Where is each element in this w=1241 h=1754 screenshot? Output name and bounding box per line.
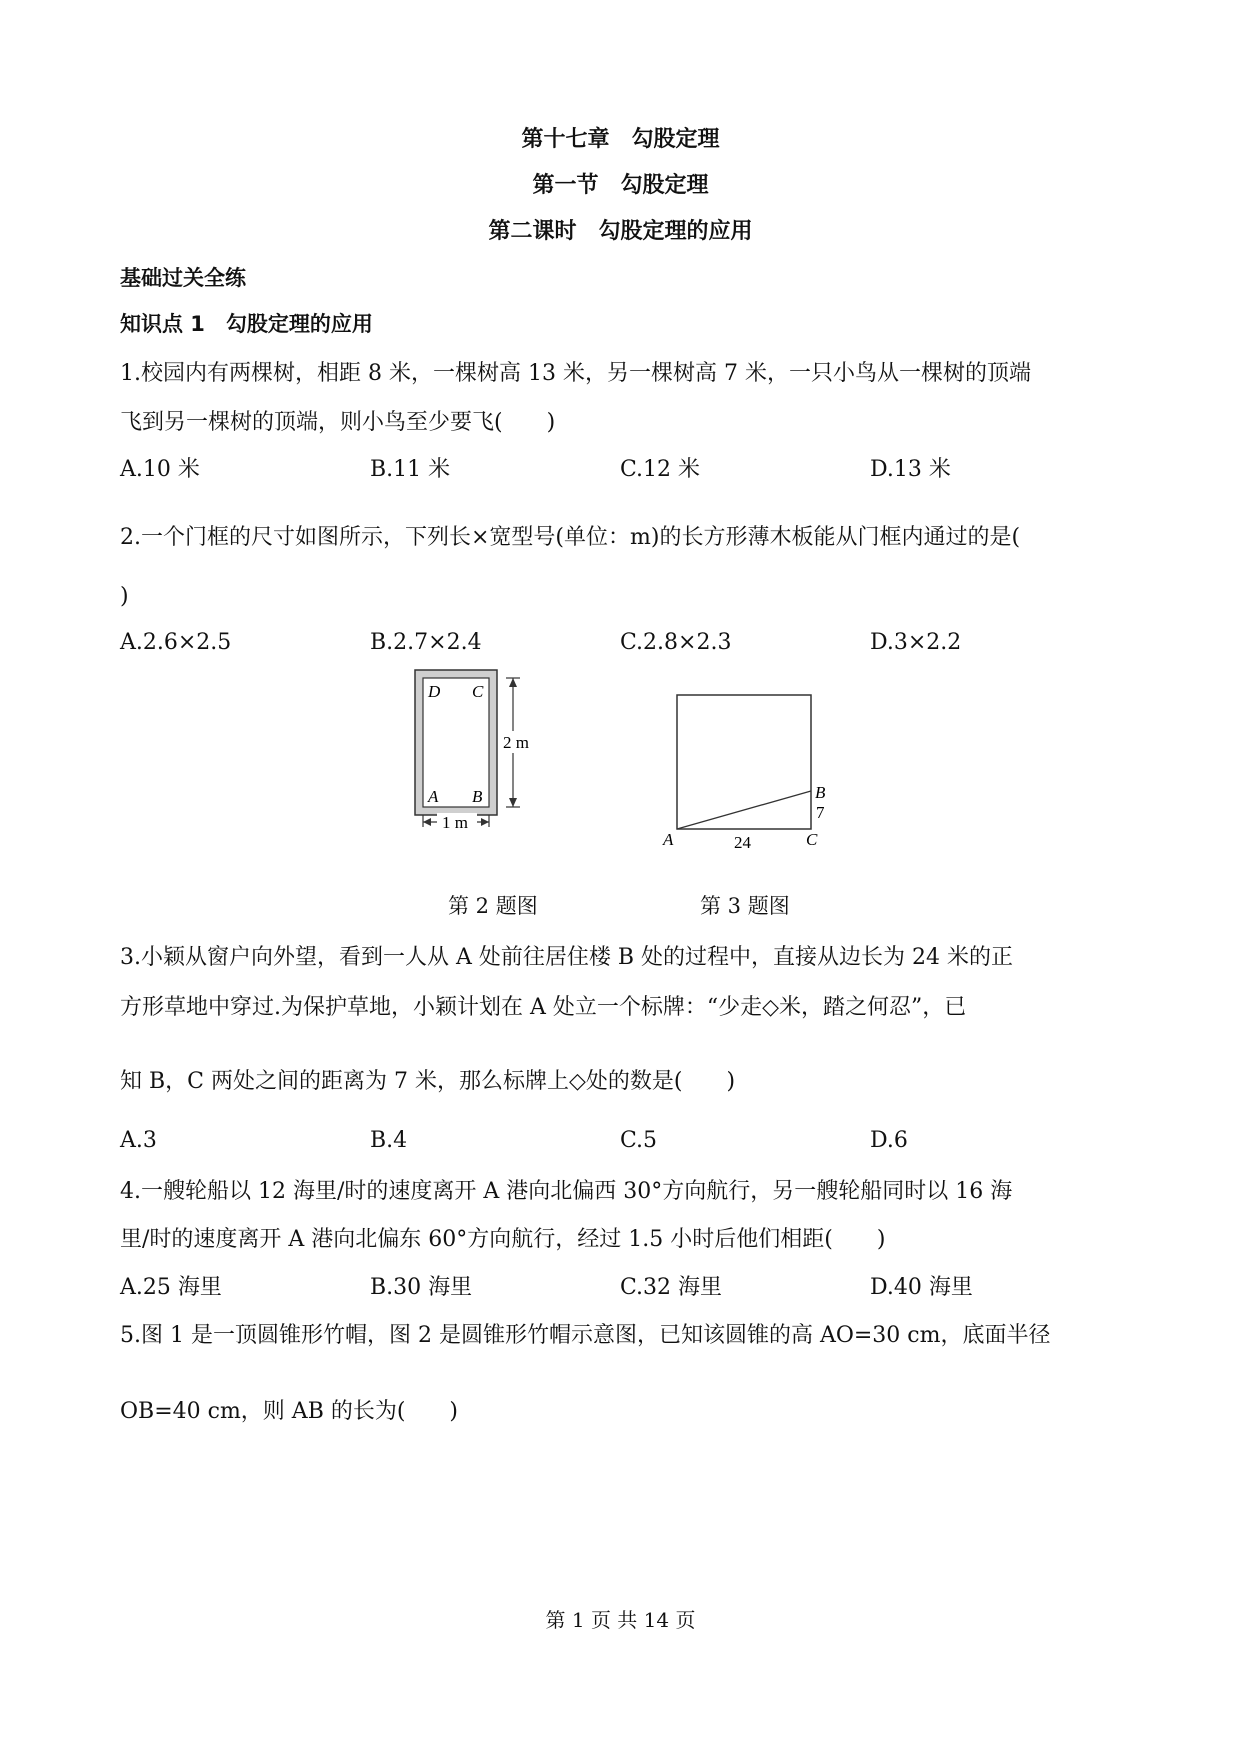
q5-line-2: OB=40 cm，则 AB 的长为( ) [120, 1399, 459, 1424]
lawn-label-a: A [663, 830, 674, 849]
lawn-label-b: B [815, 783, 826, 802]
fig2-caption: 第 2 题图 [448, 894, 538, 918]
width-arrow-left [423, 818, 431, 826]
q1-option-b: B.11 米 [370, 457, 451, 482]
q2-option-c: C.2.8×2.3 [620, 630, 732, 655]
q4-line-1: 4.一艘轮船以 12 海里/时的速度离开 A 港向北偏西 30°方向航行，另一艘轮船同时以 16 海 [120, 1179, 1013, 1204]
q3-option-b: B.4 [370, 1128, 408, 1153]
q2-option-b: B.2.7×2.4 [370, 630, 482, 655]
q2-line-2: ) [120, 584, 129, 609]
door-label-a: A [428, 787, 439, 806]
q5-line-1: 5.图 1 是一顶圆锥形竹帽，图 2 是圆锥形竹帽示意图，已知该圆锥的高 AO=30 cm，底面半径 [120, 1323, 1051, 1348]
q3-line-1: 3.小颖从窗户向外望，看到一人从 A 处前往居住楼 B 处的过程中，直接从边长为 24 米的正 [120, 945, 1014, 970]
knowledge-point-heading: 知识点 1 勾股定理的应用 [120, 312, 373, 336]
q1-option-d: D.13 米 [870, 457, 951, 482]
lawn-label-c: C [806, 830, 818, 849]
height-label: 2 m [503, 733, 529, 752]
q3-option-d: D.6 [870, 1128, 908, 1153]
q1-line-1: 1.校园内有两棵树，相距 8 米，一棵树高 13 米，另一棵树高 7 米，一只小鸟从一棵树的顶端 [120, 361, 1031, 386]
q1-option-a: A.10 米 [120, 457, 200, 482]
q3-line-2: 方形草地中穿过.为保护草地，小颖计划在 A 处立一个标牌：“少走◇米，踏之何忍”，已 [120, 995, 967, 1020]
q4-option-b: B.30 海里 [370, 1275, 473, 1300]
q2-line-1: 2.一个门框的尺寸如图所示，下列长×宽型号(单位：m)的长方形薄木板能从门框内通过的是( [120, 525, 1021, 550]
door-label-d: D [428, 682, 441, 701]
door-label-c: C [472, 682, 484, 701]
q4-option-d: D.40 海里 [870, 1275, 973, 1300]
diagonal-path-ab [677, 791, 811, 829]
lawn-label-bc: 7 [816, 803, 825, 822]
width-label: 1 m [442, 813, 468, 832]
page-footer: 第 1 页 共 14 页 [545, 1608, 696, 1632]
practice-heading: 基础过关全练 [120, 266, 246, 290]
q3-option-a: A.3 [120, 1128, 157, 1153]
q2-option-a: A.2.6×2.5 [120, 630, 232, 655]
square-lawn [677, 695, 811, 829]
q3-line-3: 知 B，C 两处之间的距离为 7 米，那么标牌上◇处的数是( ) [120, 1069, 736, 1094]
height-arrow-down [509, 798, 517, 807]
q4-line-2: 里/时的速度离开 A 港向北偏东 60°方向航行，经过 1.5 小时后他们相距( ) [120, 1227, 886, 1252]
q1-line-2: 飞到另一棵树的顶端，则小鸟至少要飞( ) [120, 410, 556, 435]
lesson-title: 第二课时 勾股定理的应用 [488, 219, 753, 244]
chapter-title: 第十七章 勾股定理 [521, 127, 720, 152]
q1-option-c: C.12 米 [620, 457, 701, 482]
height-arrow-up [509, 678, 517, 687]
q4-option-a: A.25 海里 [120, 1275, 222, 1300]
q4-option-c: C.32 海里 [620, 1275, 723, 1300]
lawn-label-ac: 24 [734, 833, 751, 852]
section-title: 第一节 勾股定理 [532, 173, 709, 198]
square-lawn-figure [660, 685, 850, 860]
q3-option-c: C.5 [620, 1128, 658, 1153]
q2-option-d: D.3×2.2 [870, 630, 962, 655]
fig3-caption: 第 3 题图 [700, 894, 790, 918]
door-frame-figure [400, 665, 550, 860]
door-label-b: B [472, 787, 483, 806]
width-arrow-right [481, 818, 489, 826]
